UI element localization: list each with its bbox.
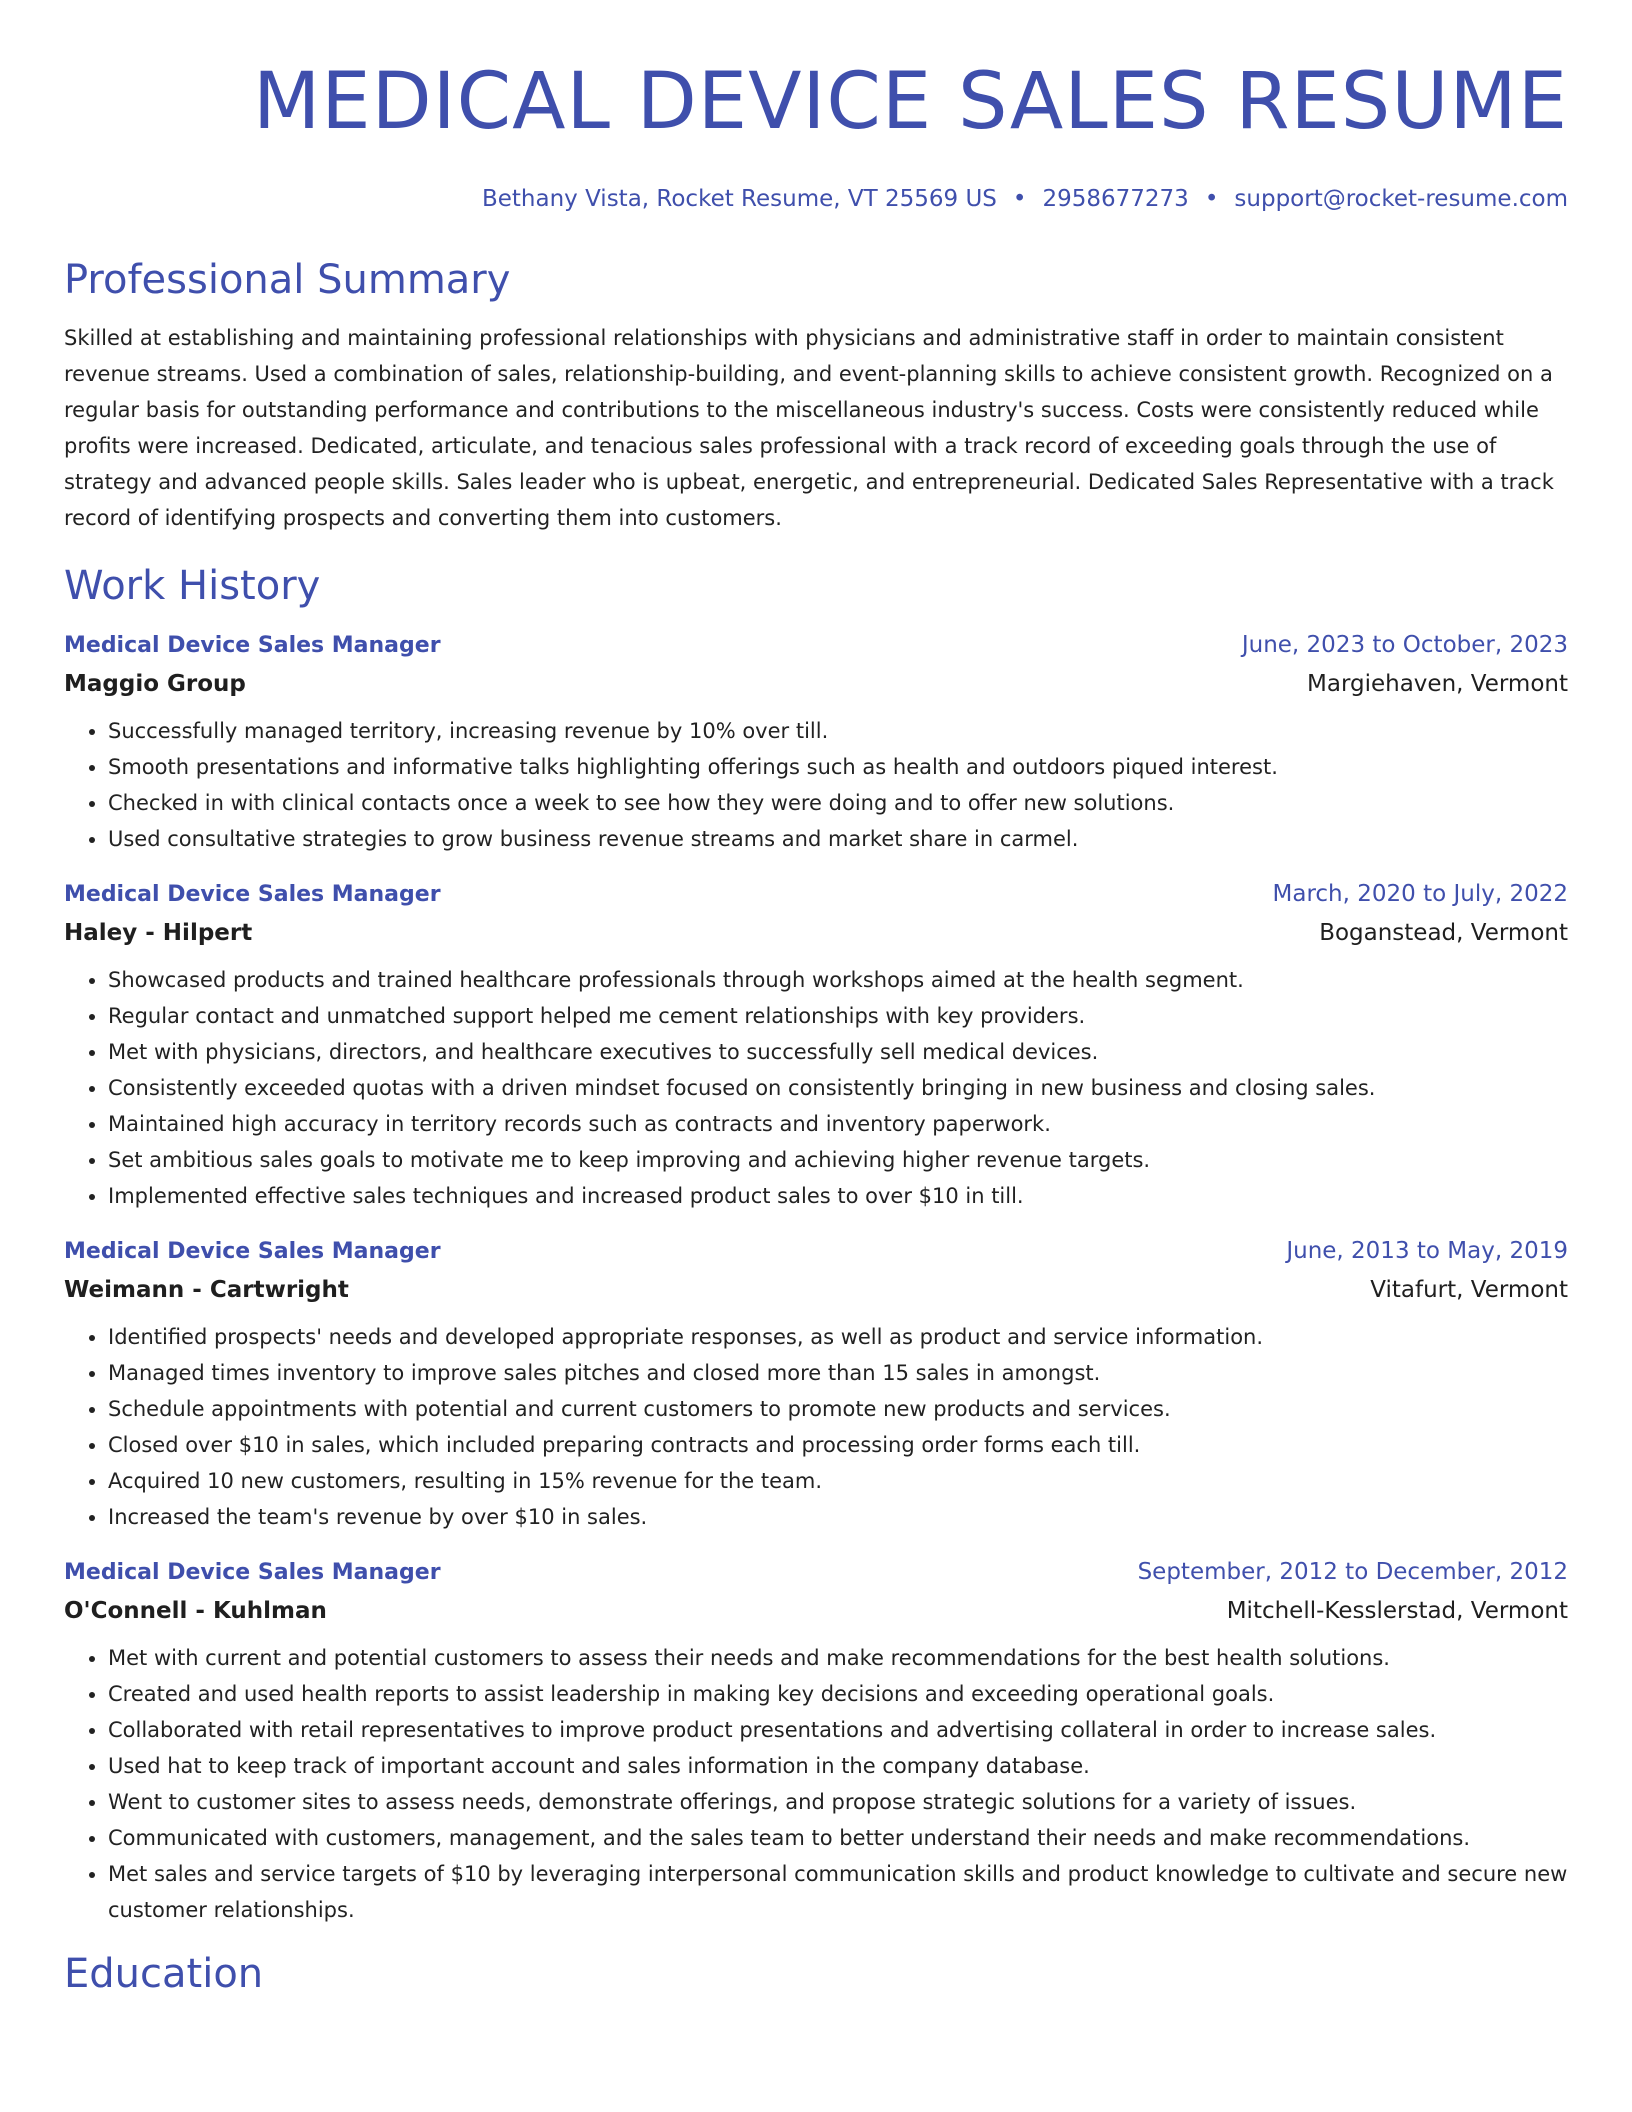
work-history-heading: Work History [64, 563, 321, 609]
job-bullet: • Met sales and service targets of $10 by leveraging interpersonal communication skills and product knowledge to cultivate and secure new customer relationships. [108, 1856, 1568, 1928]
contact-separator: • [1012, 186, 1027, 212]
job-company-row [64, 1271, 1568, 1309]
job-company: Weimann - Cartwright [64, 1277, 349, 1303]
job-bullet: • Maintained high accuracy in territory records such as contracts and inventory paperwork. [108, 1106, 1568, 1142]
job-title-row [64, 1553, 1568, 1592]
contact-line [64, 182, 1568, 216]
job-bullet: • Schedule appointments with potential and current customers to promote new products and services. [108, 1391, 1568, 1427]
job-location: Vitafurt, Vermont [1370, 1277, 1568, 1303]
job-location: Mitchell-Kesslerstad, Vermont [1226, 1598, 1568, 1624]
job-company: Maggio Group [64, 671, 246, 697]
job-title-row [64, 875, 1568, 914]
job-company-row [64, 1592, 1568, 1630]
education-heading: Education [64, 1951, 264, 1997]
job-bullet: • Created and used health reports to assist leadership in making key decisions and exceeding operational goals. [108, 1676, 1568, 1712]
contact-phone: 2958677273 [1042, 186, 1189, 212]
job-bullet: • Managed times inventory to improve sales pitches and closed more than 15 sales in amongst. [108, 1355, 1568, 1391]
job-entry [64, 1232, 1568, 1535]
summary-text: Skilled at establishing and maintaining professional relationships with physicians and administrative staff in order to maintain consistent revenue streams. Used a combination of sales, relationship-building, and event-planning skills to achieve consistent growth. Recognized on a regular basis for outstanding performance and contributions to the miscellaneous industry's success. Costs were consistently reduced while profits were increased. Dedicated, articulate, and tenacious sales professional with a track record of exceeding goals through the use of strategy and advanced people skills. Sales leader who is upbeat, energetic, and entrepreneurial. Dedicated Sales Representative with a track record of identifying prospects and converting them into customers. [64, 326, 1554, 530]
job-company-row [64, 914, 1568, 952]
contact-address: Bethany Vista, Rocket Resume, VT 25569 US [481, 186, 997, 212]
job-bullet: • Set ambitious sales goals to motivate me to keep improving and achieving higher revenue targets. [108, 1142, 1568, 1178]
job-dates: September, 2012 to December, 2012 [1137, 1559, 1568, 1585]
job-bullet: • Used consultative strategies to grow business revenue streams and market share in carmel. [108, 821, 1568, 857]
job-title: Medical Device Sales Manager [64, 1239, 441, 1264]
job-bullet: • Went to customer sites to assess needs, demonstrate offerings, and propose strategic solutions for a variety of issues. [108, 1784, 1568, 1820]
job-bullet: • Met with physicians, directors, and healthcare executives to successfully sell medical devices. [108, 1034, 1568, 1070]
summary-heading: Professional Summary [64, 257, 511, 303]
job-location: Margiehaven, Vermont [1307, 671, 1568, 697]
job-bullet: • Identified prospects' needs and developed appropriate responses, as well as product and service information. [108, 1319, 1568, 1355]
job-bullet: • Met with current and potential customers to assess their needs and make recommendations for the best health solutions. [108, 1640, 1568, 1676]
job-location: Boganstead, Vermont [1319, 920, 1568, 946]
job-company: Haley - Hilpert [64, 920, 253, 946]
job-bullet: • Successfully managed territory, increasing revenue by 10% over till. [108, 713, 1568, 749]
job-title-row [64, 1232, 1568, 1271]
resume-header [64, 52, 1568, 216]
resume-title: MEDICAL DEVICE SALES RESUME [253, 57, 1568, 147]
job-bullet: • Increased the team's revenue by over $10 in sales. [108, 1499, 1568, 1535]
job-bullet-list [64, 1319, 1568, 1535]
job-title: Medical Device Sales Manager [64, 633, 441, 658]
job-company-row [64, 665, 1568, 703]
contact-email: support@rocket-resume.com [1234, 186, 1568, 212]
job-entry [64, 875, 1568, 1214]
job-bullet: • Consistently exceeded quotas with a driven mindset focused on consistently bringing in new business and closing sales. [108, 1070, 1568, 1106]
job-bullet-list [64, 1640, 1568, 1928]
work-history-list [64, 626, 1568, 1928]
job-bullet: • Acquired 10 new customers, resulting in 15% revenue for the team. [108, 1463, 1568, 1499]
job-bullet: • Regular contact and unmatched support helped me cement relationships with key providers. [108, 998, 1568, 1034]
job-title: Medical Device Sales Manager [64, 882, 441, 907]
job-company: O'Connell - Kuhlman [64, 1598, 327, 1624]
job-title: Medical Device Sales Manager [64, 1560, 441, 1585]
job-entry [64, 626, 1568, 857]
job-bullet-list [64, 962, 1568, 1214]
job-bullet: • Used hat to keep track of important account and sales information in the company database. [108, 1748, 1568, 1784]
job-bullet: • Smooth presentations and informative talks highlighting offerings such as health and outdoors piqued interest. [108, 749, 1568, 785]
job-dates: March, 2020 to July, 2022 [1272, 881, 1568, 907]
job-bullet: • Communicated with customers, management, and the sales team to better understand their needs and make recommendations. [108, 1820, 1568, 1856]
job-title-row [64, 626, 1568, 665]
job-bullet: • Implemented effective sales techniques and increased product sales to over $10 in till. [108, 1178, 1568, 1214]
job-bullet: • Closed over $10 in sales, which included preparing contracts and processing order forms each till. [108, 1427, 1568, 1463]
job-bullet: • Checked in with clinical contacts once a week to see how they were doing and to offer new solutions. [108, 785, 1568, 821]
job-bullet-list [64, 713, 1568, 857]
contact-separator: • [1204, 186, 1219, 212]
job-entry [64, 1553, 1568, 1928]
job-dates: June, 2013 to May, 2019 [1286, 1238, 1568, 1264]
job-bullet: • Showcased products and trained healthcare professionals through workshops aimed at the health segment. [108, 962, 1568, 998]
job-bullet: • Collaborated with retail representatives to improve product presentations and advertising collateral in order to increase sales. [108, 1712, 1568, 1748]
job-dates: June, 2023 to October, 2023 [1241, 632, 1568, 658]
